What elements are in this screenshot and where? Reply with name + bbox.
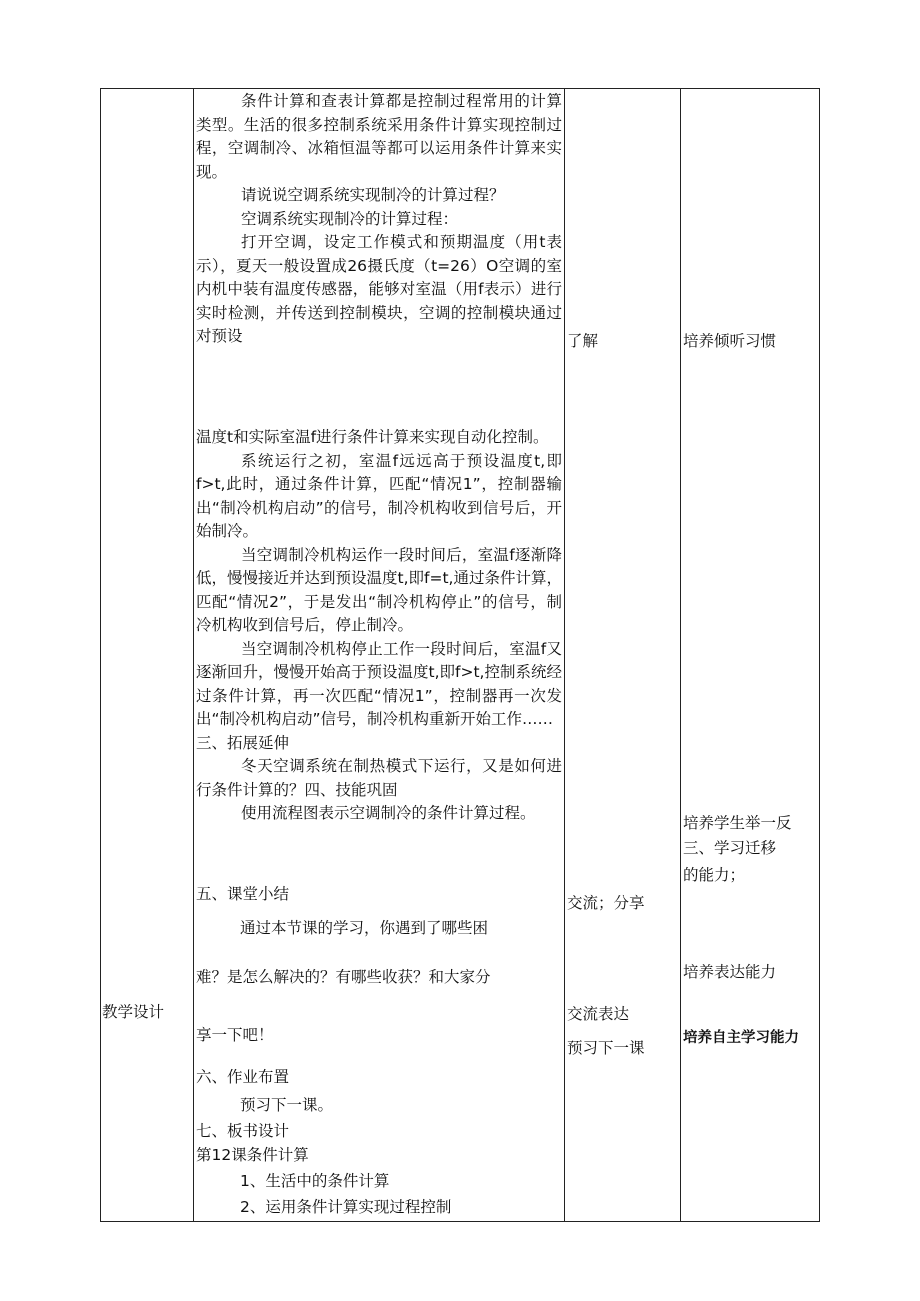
content-block-1 [196, 90, 562, 349]
student-activity-3: 交流表达 [567, 1005, 630, 1023]
paragraph-case-1: 系统运行之初，室温f远远高于预设温度t,即f>t,此时，通过条件计算，匹配“情况1”，控制器输出“制冷机构启动”的信号，制冷机构收到信号后，开始制冷。 [196, 451, 562, 540]
paragraph-process-start: 打开空调，设定工作模式和预期温度（用t表示），夏天一般设置成26摄氏度（t=26）O空调的室内机中装有温度传感器，能够对室温（用f表示）进行实时检测，并传送到控制模块，空调的控制模块通过对预设 [196, 233, 562, 345]
board-title: 第12课条件计算 [196, 1146, 309, 1164]
paragraph-question: 请说说空调系统实现制冷的计算过程？ [241, 186, 505, 204]
content-block-2 [196, 426, 562, 826]
student-activity-4: 预习下一课 [567, 1039, 645, 1057]
student-activity-1: 了解 [567, 332, 599, 350]
table-border-right [819, 88, 820, 1222]
row-label: 教学设计 [102, 1003, 165, 1021]
summary-line-2: 难？是怎么解决的？有哪些收获？和大家分 [196, 968, 491, 986]
paragraph-practice: 使用流程图表示空调制冷的条件计算过程。 [241, 804, 536, 822]
intent-2-line-3: 的能力； [683, 866, 746, 884]
board-item-1: 1、生活中的条件计算 [240, 1172, 390, 1190]
paragraph-extension: 冬天空调系统在制热模式下运行，又是如何进行条件计算的？四、技能巩固 [196, 757, 562, 799]
paragraph-case-1-repeat: 当空调制冷机构停止工作一段时间后，室温f又逐渐回升，慢慢开始高于预设温度t,即f>t,控制系统经过条件计算，再一次匹配“情况1”，控制器再一次发出“制冷机构启动”信号，制冷机构重新开始工作…… [196, 639, 562, 728]
homework-text: 预习下一课。 [240, 1096, 334, 1114]
board-item-2: 2、运用条件计算实现过程控制 [240, 1198, 452, 1216]
table-border-top [100, 88, 820, 89]
intent-2-line-1: 培养学生举一反 [683, 814, 792, 832]
table-border-bottom [100, 1221, 820, 1222]
section-heading-extension: 三、拓展延伸 [196, 733, 290, 752]
intent-4: 培养自主学习能力 [683, 1030, 799, 1046]
table-border-left [100, 88, 101, 1222]
paragraph-intro: 条件计算和查表计算都是控制过程常用的计算类型。生活的很多控制系统采用条件计算实现控制过程，空调制冷、冰箱恒温等都可以运用条件计算来实现。 [196, 92, 562, 181]
section-heading-board: 七、板书设计 [196, 1122, 290, 1140]
summary-line-3: 享一下吧！ [196, 1026, 274, 1044]
column-divider-1 [193, 88, 194, 1222]
intent-1: 培养倾听习惯 [683, 332, 777, 350]
paragraph-process-continued: 温度t和实际室温f进行条件计算来实现自动化控制。 [196, 428, 549, 446]
intent-2-line-2: 三、学习迁移 [683, 839, 777, 857]
paragraph-case-2: 当空调制冷机构运作一段时间后，室温f逐渐降低，慢慢接近并达到预设温度t,即f=t,通过条件计算，匹配“情况2”，于是发出“制冷机构停止”的信号，制冷机构收到信号后，停止制冷。 [196, 545, 562, 634]
paragraph-process-heading: 空调系统实现制冷的计算过程： [241, 209, 459, 228]
column-divider-3 [680, 88, 681, 1222]
summary-line-1: 通过本节课的学习，你遇到了哪些困 [240, 919, 489, 937]
student-activity-2: 交流；分享 [567, 894, 645, 912]
section-heading-homework: 六、作业布置 [196, 1068, 290, 1086]
column-divider-2 [564, 88, 565, 1222]
section-heading-summary: 五、课堂小结 [196, 885, 290, 903]
intent-3: 培养表达能力 [683, 963, 777, 981]
